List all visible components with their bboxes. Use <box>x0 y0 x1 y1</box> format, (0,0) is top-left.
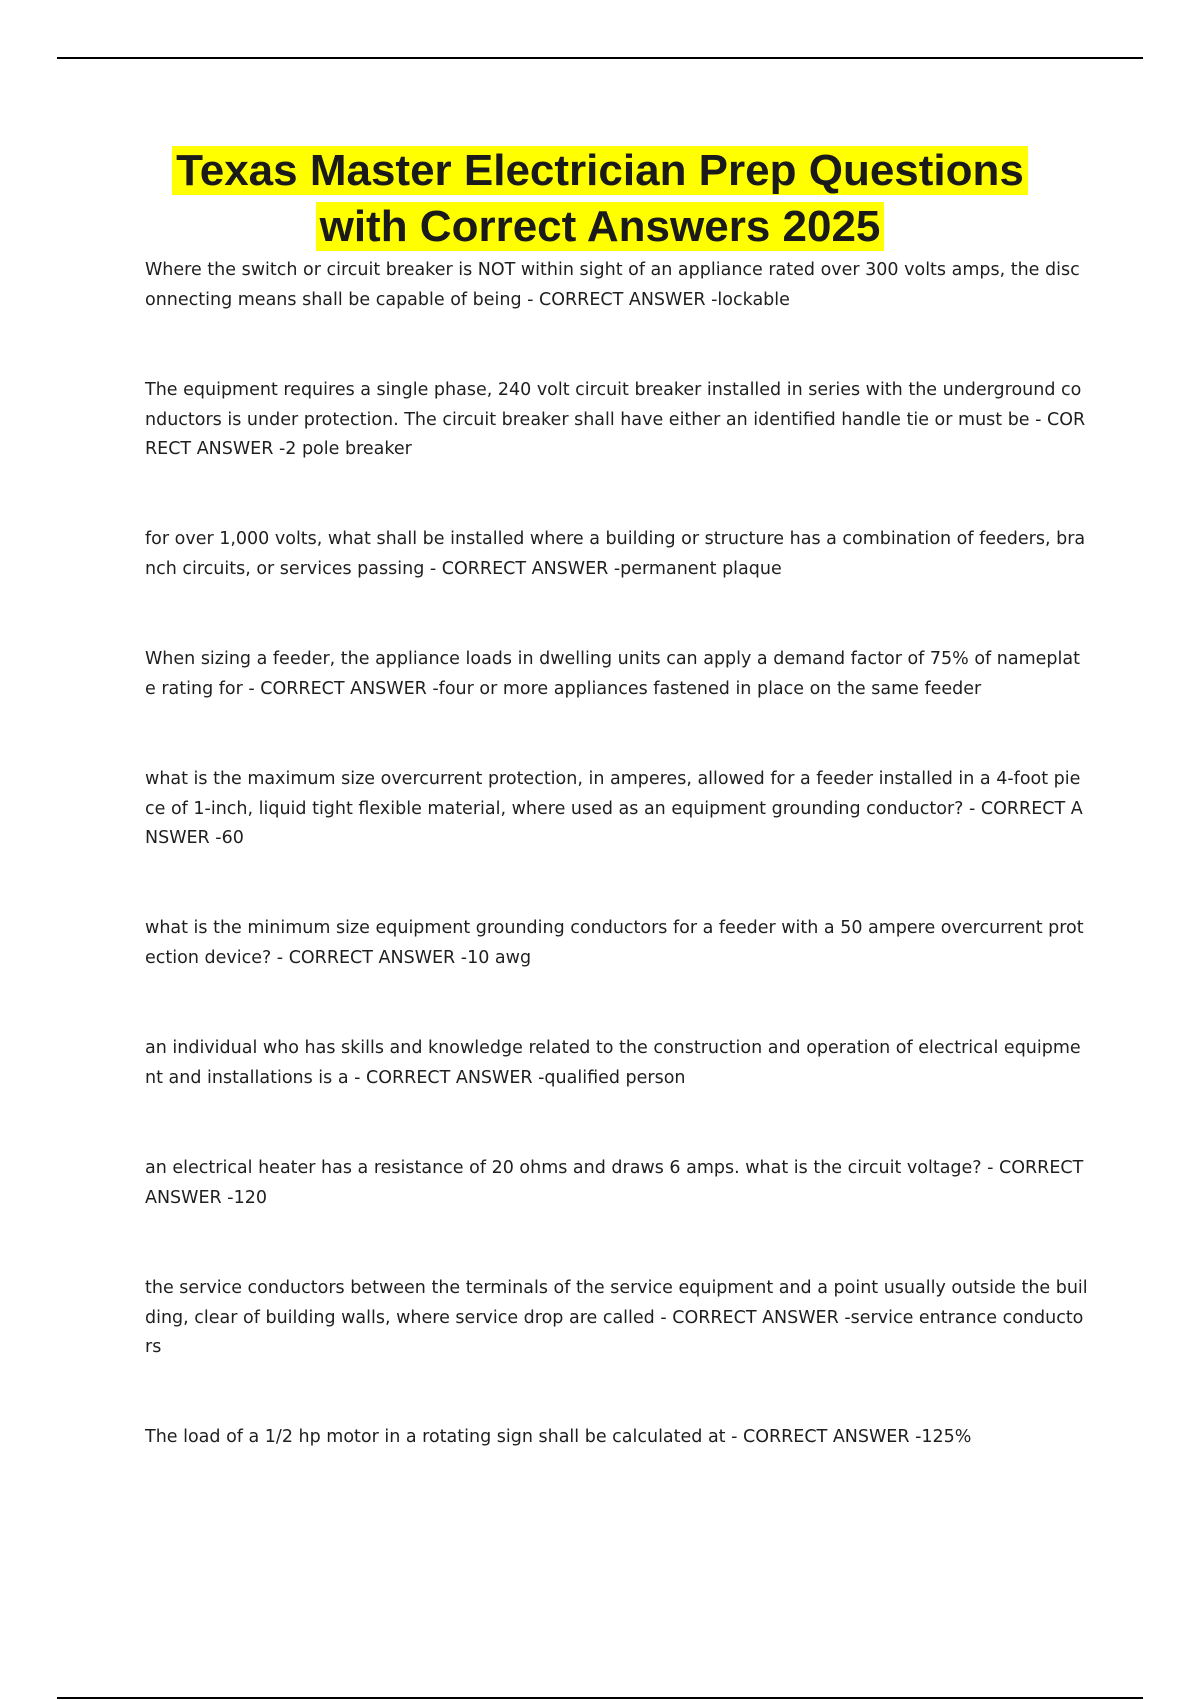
answer-text: CORRECT ANSWER -four or more appliances fastened in place on the same feeder <box>260 678 982 699</box>
title-line-2: with Correct Answers 2025 <box>316 202 885 251</box>
qa-item <box>145 914 1090 973</box>
qa-item <box>145 525 1090 584</box>
answer-text: CORRECT ANSWER -qualified person <box>366 1067 686 1088</box>
question-text: for over 1,000 volts, what shall be installed where a building or structure has a combination of feeders, branch circuits, or services passing - <box>145 529 1086 579</box>
qa-item <box>145 645 1090 704</box>
question-text: the service conductors between the terminals of the service equipment and a point usually outside the building, clear of building walls, where service drop are called - <box>145 1278 1088 1328</box>
answer-text: CORRECT ANSWER -service entrance conductors <box>145 1307 1084 1357</box>
answer-text: CORRECT ANSWER -125% <box>742 1427 972 1447</box>
qa-item <box>145 765 1090 854</box>
question-text: Where the switch or circuit breaker is NOT within sight of an appliance rated over 300 volts amps, the disconnecting means shall be capable of being - <box>145 260 1080 310</box>
answer-text: CORRECT ANSWER -2 pole breaker <box>145 409 1086 459</box>
qa-item <box>145 1034 1090 1093</box>
qa-item <box>145 1423 1090 1453</box>
question-text: When sizing a feeder, the appliance loads in dwelling units can apply a demand factor of 75% of nameplate rating for - <box>145 649 1080 699</box>
answer-text: CORRECT ANSWER -permanent plaque <box>441 558 782 579</box>
title-line-1: Texas Master Electrician Prep Questions <box>172 146 1028 195</box>
answer-text: CORRECT ANSWER -10 awg <box>288 947 532 968</box>
bottom-rule <box>57 1697 1143 1699</box>
question-text: an electrical heater has a resistance of 20 ohms and draws 6 amps. what is the circuit voltage? - <box>145 1158 1000 1178</box>
answer-text: CORRECT ANSWER -120 <box>145 1158 1089 1208</box>
question-text: The load of a 1/2 hp motor in a rotating sign shall be calculated at - <box>145 1427 743 1447</box>
qa-item <box>145 1274 1090 1363</box>
top-rule <box>57 57 1143 59</box>
answer-text: CORRECT ANSWER -lockable <box>539 289 790 310</box>
qa-item <box>145 376 1090 465</box>
answer-text: CORRECT ANSWER -60 <box>145 798 1083 848</box>
question-text: what is the maximum size overcurrent protection, in amperes, allowed for a feeder installed in a 4-foot piece of 1-inch, liquid tight flexible material, where used as an equipment grounding conductor? - <box>145 769 1081 819</box>
qa-item <box>145 256 1090 315</box>
question-text: an individual who has skills and knowledge related to the construction and operation of electrical equipment and installations is a - <box>145 1038 1081 1088</box>
question-text: what is the minimum size equipment grounding conductors for a feeder with a 50 ampere overcurrent protection device? - <box>145 918 1084 968</box>
qa-item <box>145 1154 1090 1213</box>
question-text: The equipment requires a single phase, 240 volt circuit breaker installed in series with the underground conductors is under protection. The circuit breaker shall have either an identified handle tie or must be - <box>145 380 1082 430</box>
document-title <box>60 143 1140 255</box>
